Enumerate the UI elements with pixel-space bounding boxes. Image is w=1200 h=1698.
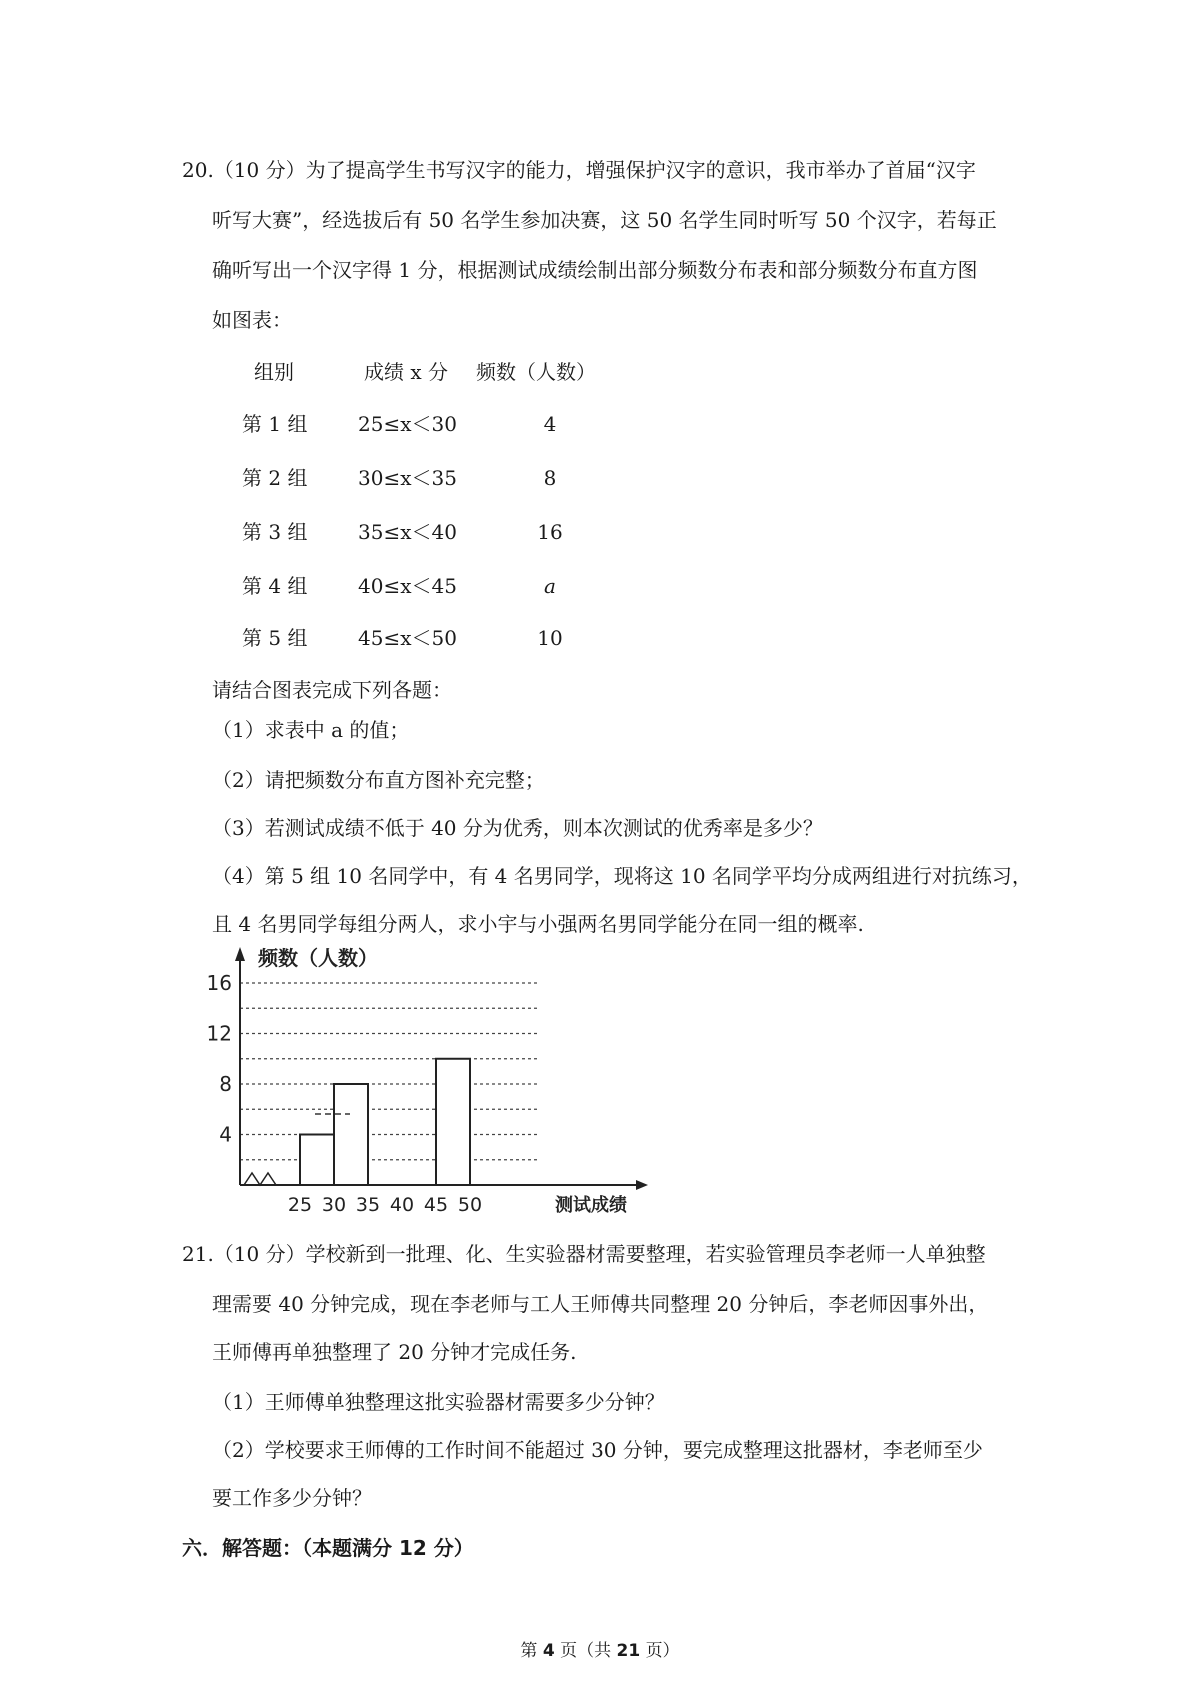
footer-middle: 页（共	[560, 1641, 612, 1661]
q21-sub-1: （1）王师傅单独整理这批实验器材需要多少分钟？	[212, 1390, 665, 1414]
x-tick-label-45: 45	[423, 1194, 449, 1216]
table-row-5-group: 第 5 组	[242, 626, 308, 650]
table-row-4-group: 第 4 组	[242, 574, 308, 598]
q20-sub-2: （2）请把频数分布直方图补充完整；	[212, 768, 545, 792]
table-row-4-range: 40≤x＜45	[358, 574, 457, 598]
q21-sub-2: （2）学校要求王师傅的工作时间不能超过 30 分钟，要完成整理这批器材，李老师至少	[212, 1438, 983, 1462]
table-row-1-group: 第 1 组	[242, 412, 308, 436]
table-row-3-freq: 16	[537, 520, 563, 544]
table-row-2-range: 30≤x＜35	[358, 466, 457, 490]
q20-sub-1: （1）求表中 a 的值；	[212, 718, 410, 742]
x-tick-label-50: 50	[457, 1194, 483, 1216]
bars	[300, 1059, 470, 1185]
y-axis-arrow	[235, 947, 245, 961]
table-header-group: 组别	[254, 360, 294, 384]
footer-total-pages: 21	[616, 1641, 641, 1661]
q20-sub-4-cont: 且 4 名男同学每组分两人，求小宇与小强两名男同学能分在同一组的概率.	[212, 912, 864, 936]
y-tick-label-12: 12	[206, 1021, 232, 1046]
y-tick-label-8: 8	[219, 1072, 232, 1096]
frequency-histogram	[200, 935, 700, 1235]
x-tick-label-40: 40	[389, 1194, 415, 1216]
x-tick-label-30: 30	[321, 1194, 347, 1216]
table-row-2-freq: 8	[543, 466, 557, 490]
q20-line-3: 确听写出一个汉字得 1 分，根据测试成绩绘制出部分频数分布表和部分频数分布直方图	[212, 258, 978, 282]
y-axis-label: 频数（人数）	[258, 946, 378, 970]
table-header-score: 成绩 x 分	[364, 360, 448, 384]
footer-suffix: 页）	[645, 1641, 680, 1661]
footer-prefix: 第	[520, 1641, 538, 1661]
table-row-4-freq: a	[544, 574, 556, 598]
table-row-2-group: 第 2 组	[242, 466, 308, 490]
q21-line-2: 理需要 40 分钟完成，现在李老师与工人王师傅共同整理 20 分钟后，李老师因事外出，	[212, 1292, 989, 1316]
table-row-5-freq: 10	[537, 626, 563, 650]
page-footer	[0, 1636, 1200, 1661]
table-row-5-range: 45≤x＜50	[358, 626, 457, 650]
q20-line-4: 如图表：	[212, 308, 292, 332]
section-6-heading: 六．解答题：（本题满分 12 分）	[182, 1536, 474, 1560]
grid-lines	[240, 983, 540, 1160]
q21-sub-2-cont: 要工作多少分钟？	[212, 1486, 372, 1510]
bar-30-35	[334, 1084, 368, 1185]
q20-intro: 请结合图表完成下列各题：	[212, 678, 452, 702]
bar-25-30	[300, 1135, 334, 1186]
table-row-3-range: 35≤x＜40	[358, 520, 457, 544]
table-row-1-range: 25≤x＜30	[358, 412, 457, 436]
y-tick-label-16: 16	[206, 971, 232, 995]
bar-45-50	[436, 1059, 470, 1185]
q20-sub-3: （3）若测试成绩不低于 40 分为优秀，则本次测试的优秀率是多少？	[212, 816, 823, 840]
q20-sub-4: （4）第 5 组 10 名同学中，有 4 名男同学，现将这 10 名同学平均分成两组进行对抗练习，	[212, 864, 1032, 888]
footer-page-number: 4	[542, 1641, 555, 1661]
q20-line-1: 20.（10 分）为了提高学生书写汉字的能力，增强保护汉字的意识，我市举办了首届“汉字	[182, 158, 976, 182]
q21-line-3: 王师傅再单独整理了 20 分钟才完成任务.	[212, 1340, 577, 1364]
y-tick-label-4: 4	[219, 1122, 232, 1147]
axis-break-zigzag	[244, 1173, 276, 1185]
table-header-freq: 频数（人数）	[476, 360, 596, 384]
q20-line-2: 听写大赛”，经选拔后有 50 名学生参加决赛，这 50 名学生同时听写 50 个汉字，若每正	[212, 208, 997, 232]
table-row-1-freq: 4	[543, 412, 557, 436]
x-axis-label: 测试成绩	[555, 1195, 627, 1216]
table-row-3-group: 第 3 组	[242, 520, 308, 544]
q21-line-1: 21.（10 分）学校新到一批理、化、生实验器材需要整理，若实验管理员李老师一人单独整	[182, 1242, 986, 1266]
x-axis-arrow	[636, 1180, 648, 1190]
x-tick-label-25: 25	[287, 1194, 313, 1216]
x-tick-label-35: 35	[355, 1194, 381, 1216]
